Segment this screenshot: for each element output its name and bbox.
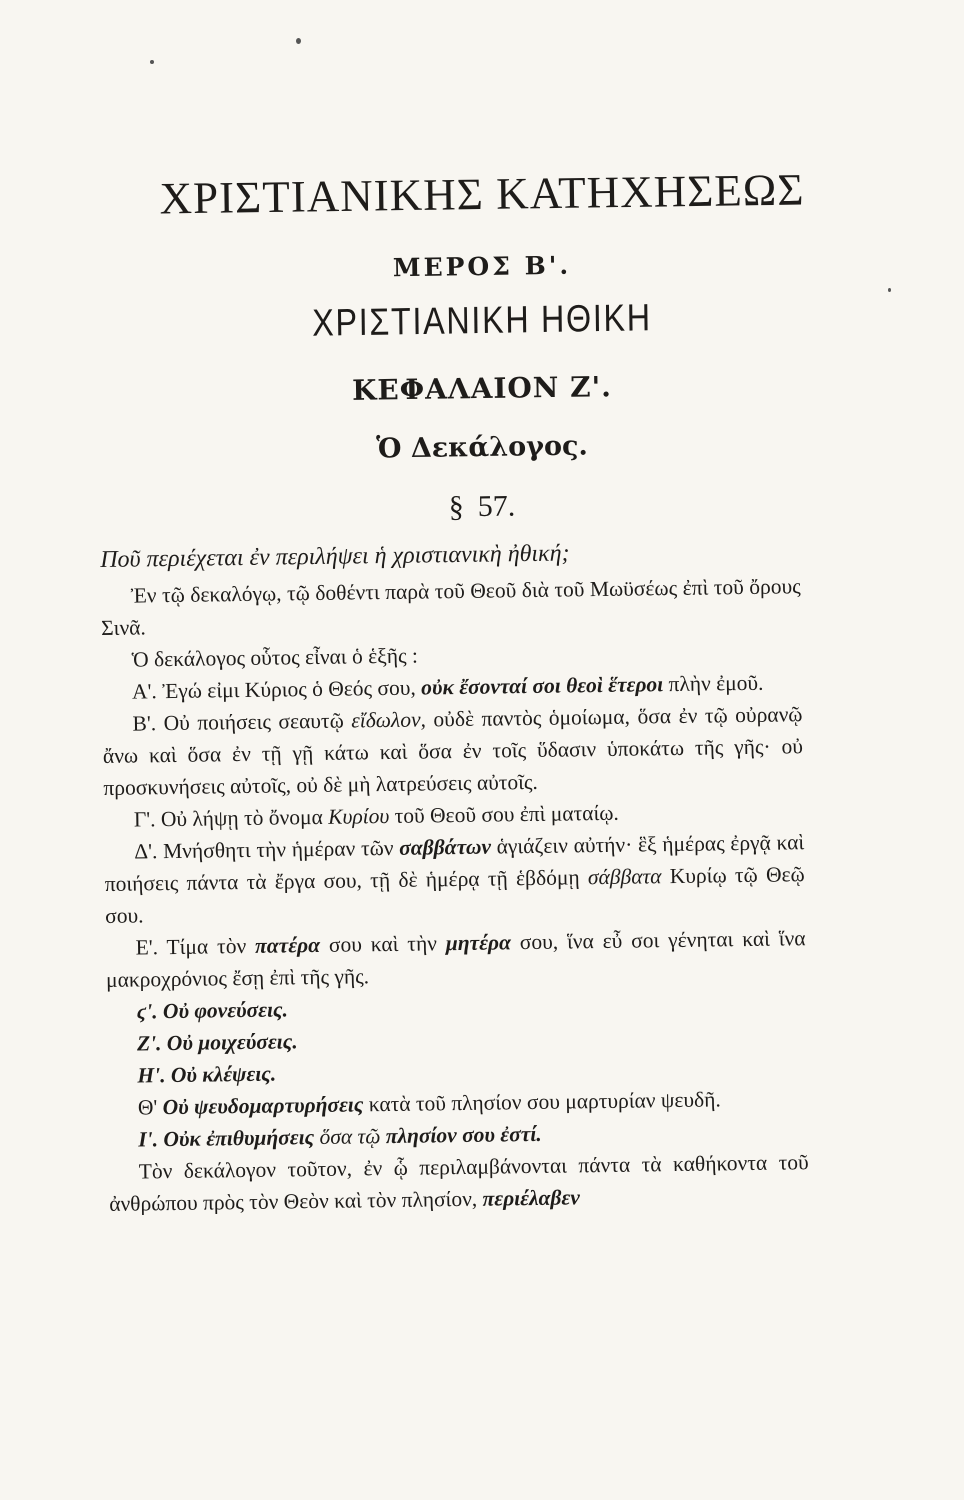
commandment-emphasis: πατέρα — [254, 932, 321, 958]
commandment-text: Κυρίῳ τῷ Θεῷ σου. — [105, 862, 805, 928]
commandment-number: Γ'. — [133, 807, 156, 832]
commandment-text: Οὐ ποιήσεις σεαυτῷ — [163, 708, 344, 736]
commandment-emphasis: σάββατα — [587, 864, 662, 890]
body-text — [100, 534, 809, 1220]
commandment-emphasis: Κυρίου — [327, 803, 390, 829]
commandment-text: τοῦ Θεοῦ σου ἐπὶ ματαίῳ. — [394, 800, 619, 828]
commandment-number: Α'. — [131, 679, 158, 704]
part-heading: ΜΕΡΟΣ Β'. — [392, 250, 572, 283]
commandment-emphasis: εἴδωλον, — [351, 707, 427, 733]
commandment-emphasis: πλησίον σου ἐστί. — [385, 1121, 542, 1149]
commandment-text: σου καὶ τὴν — [328, 931, 438, 957]
chapter-title: Ὁ Δεκάλογος. — [375, 430, 589, 465]
commandment-number: Ε'. — [135, 935, 159, 960]
commandment-text: Μνήσθητι τὴν ἡμέραν τῶν — [162, 835, 394, 864]
commandment-emphasis: μητέρα — [445, 930, 512, 956]
chapter-heading: ΚΕΦΑΛΑΙΟΝ Ζ'. — [351, 370, 613, 407]
commandment-emphasis: σαββάτων — [399, 834, 492, 860]
commandment-text: κατὰ τοῦ πλησίον σου μαρτυρίαν ψευδῆ. — [368, 1087, 721, 1117]
section-value: 57. — [477, 489, 516, 524]
commandment-text: ἁγιάζειν αὐτήν· ἓξ ἡμέρας ἐργᾷ καὶ ποιήσεις πάντα τὰ ἔργα σου, τῇ δὲ ἡμέρᾳ τῇ ἑβδόμῃ — [104, 830, 805, 896]
commandment-emphasis: Οὐ ψευδομαρτυρήσεις — [162, 1092, 364, 1120]
commandment-text: σου, ἵνα εὖ σοι γένηται καὶ ἵνα μακροχρόνιος ἔσῃ ἐπὶ τῆς γῆς. — [105, 926, 806, 992]
intro-line: Ὁ δεκάλογος οὗτος εἶναι ὁ ἑξῆς : — [131, 643, 419, 672]
commandment-number: Β'. — [132, 711, 157, 736]
answer: Ἐν τῷ δεκαλόγῳ, τῷ δοθέντι παρὰ τοῦ Θεοῦ διὰ τοῦ Μωϋσέως ἐπὶ τοῦ ὄρους Σινᾶ. — [101, 574, 801, 640]
section-number — [0, 483, 964, 530]
commandment-text: Ἐγώ εἰμι Κύριος ὁ Θεός σου, — [162, 675, 416, 704]
commandment-number: Θ' — [137, 1095, 158, 1120]
commandment-7: Ζ'. Οὐ μοιχεύσεις. — [136, 1029, 298, 1056]
closing-paragraph — [109, 1146, 810, 1220]
section-symbol: § — [448, 490, 464, 524]
commandment-text: Τίμα τὸν — [166, 933, 247, 960]
commandment-text: πλὴν ἐμοῦ. — [668, 670, 764, 697]
commandment-text: ὅσα τῷ — [319, 1124, 381, 1149]
ink-speck — [150, 60, 154, 64]
closing-emphasis: περιέλαβεν — [482, 1185, 580, 1211]
commandment-text: Οὐ λήψῃ τὸ ὄνομα — [160, 804, 323, 832]
ink-speck — [888, 288, 891, 292]
question: Ποῦ περιέχεται ἐν περιλήψει ἡ χριστιανικὴ ἠθική; — [100, 540, 570, 573]
part-subtitle: ΧΡΙΣΤΙΑΝΙΚΗ ΗΘΙΚΗ — [311, 297, 653, 345]
commandment-emphasis: οὐκ ἔσονταί σοι θεοὶ ἕτεροι — [421, 672, 664, 700]
commandment-8: Η'. Οὐ κλέψεις. — [137, 1061, 277, 1088]
commandment-4 — [104, 826, 805, 932]
book-title: ΧΡΙΣΤΙΑΝΙΚΗΣ ΚΑΤΗΧΗΣΕΩΣ — [159, 164, 805, 224]
commandment-5 — [105, 922, 806, 996]
commandment-number: Δ'. — [134, 839, 158, 864]
ink-speck — [296, 38, 301, 44]
commandment-emphasis: Ι'. Οὐκ ἐπιθυμήσεις — [138, 1125, 315, 1152]
commandment-text: οὐδὲ παντὸς ὁμοίωμα, ὅσα ἐν τῷ οὐρανῷ ἄνω καὶ ὅσα ἐν τῇ γῇ κάτω καὶ ὅσα ἐν τοῖς ὕδασιν ὑποκάτω τῆς γῆς· οὐ προσκυνήσεις αὐτοῖς, οὐ δὲ μὴ λατρεύσεις αὐτοῖς. — [102, 702, 804, 800]
commandment-2 — [102, 698, 803, 804]
closing-text: Τὸν δεκάλογον τοῦτον, ἐν ᾧ περιλαμβάνονται πάντα τὰ καθήκοντα τοῦ ἀνθρώπου πρὸς τὸν Θεὸν καὶ τὸν πλησίον, — [109, 1150, 809, 1216]
commandment-6: ϛ'. Οὐ φονεύσεις. — [136, 997, 289, 1024]
